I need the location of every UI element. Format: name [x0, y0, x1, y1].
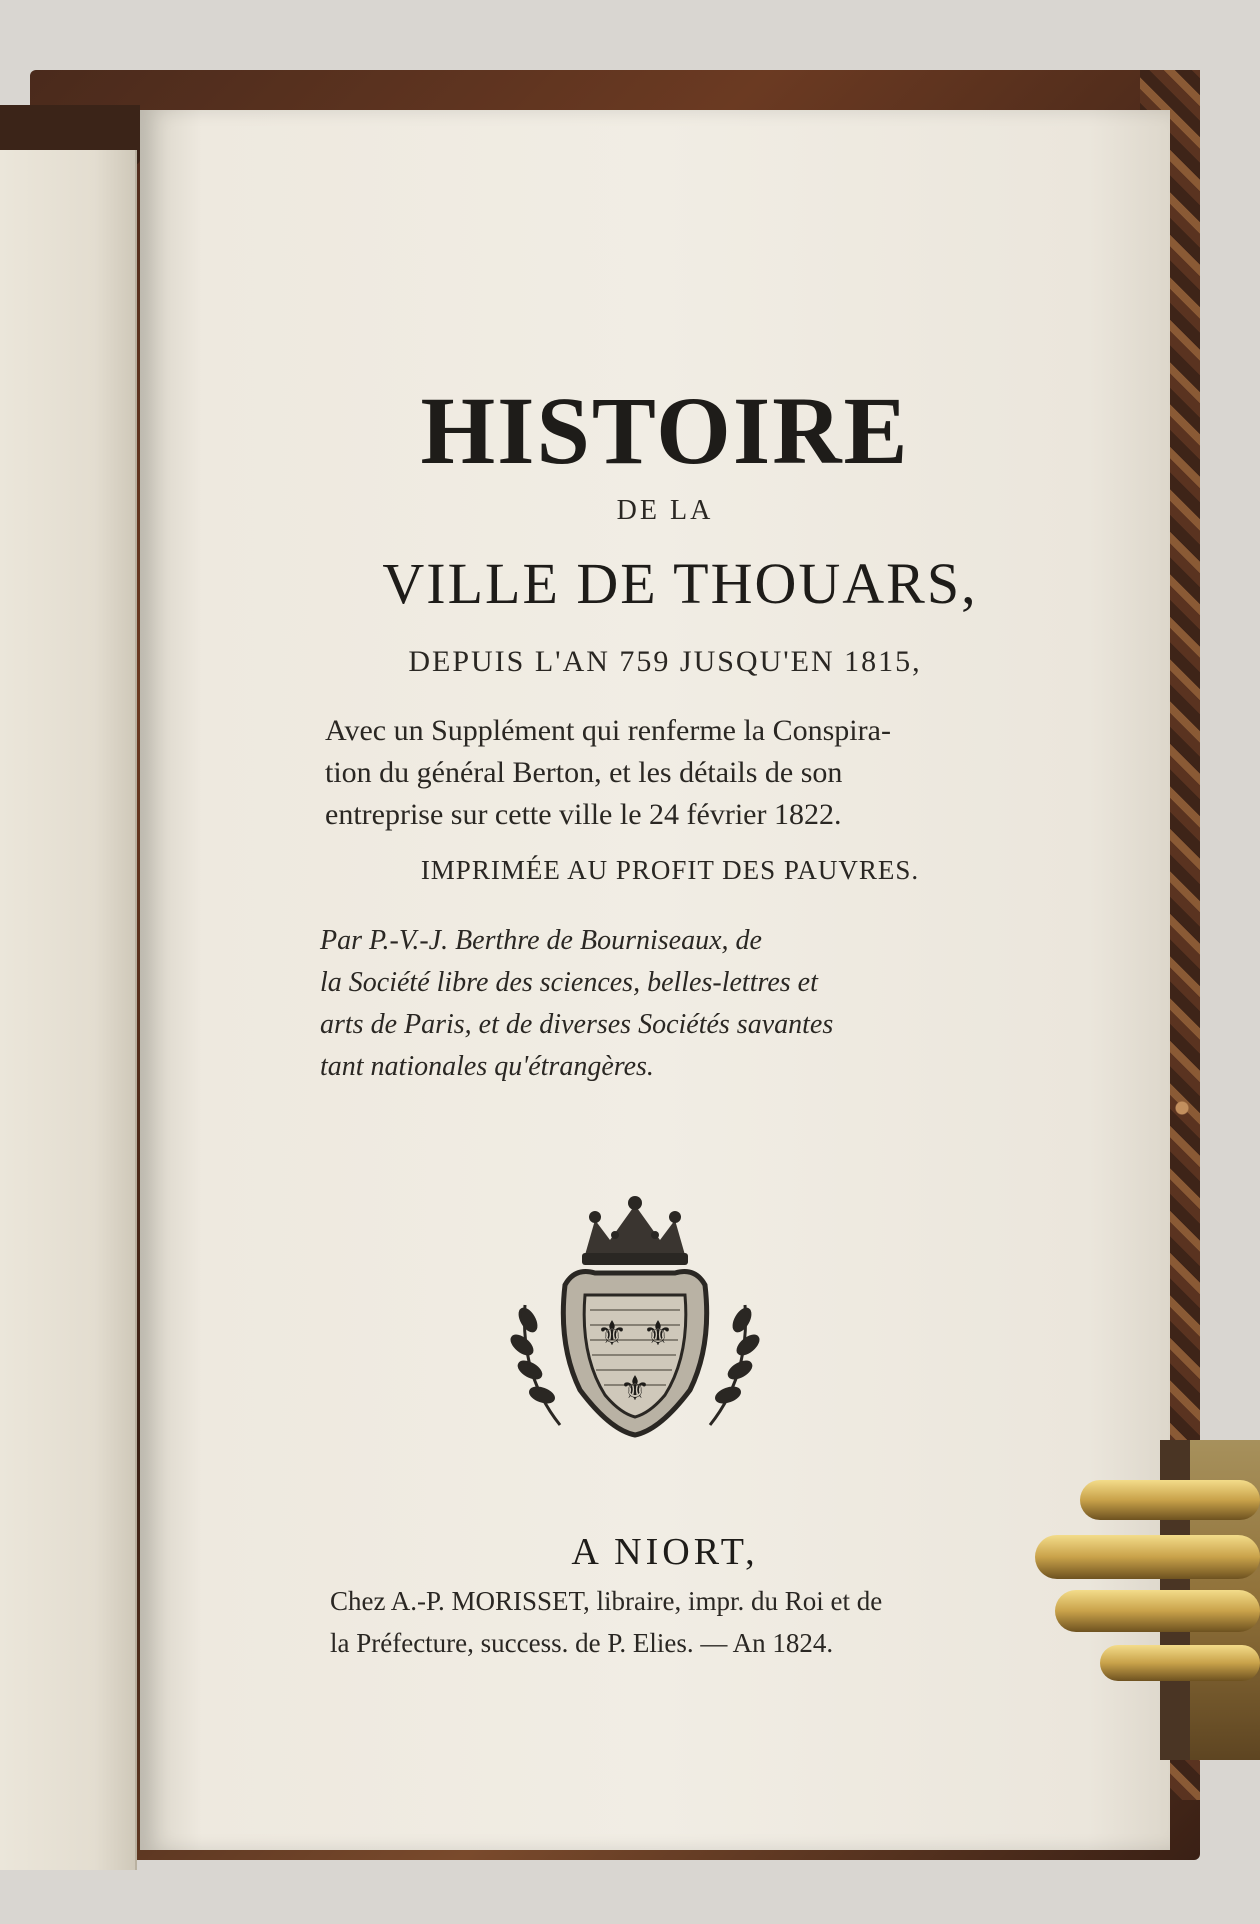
date-range: DEPUIS L'AN 759 JUSQU'EN 1815,: [408, 645, 922, 678]
svg-text:⚜: ⚜: [596, 1314, 628, 1354]
subtitle: VILLE DE THOUARS,: [382, 551, 978, 616]
supplement-line: entreprise sur cette ville le 24 février 1822.: [325, 798, 842, 831]
publisher-line: Chez A.-P. MORISSET, libraire, impr. du Roi et de: [330, 1586, 883, 1616]
svg-text:⚜: ⚜: [642, 1314, 674, 1354]
supplement-text: [325, 710, 975, 836]
brass-hand-bookend-icon: [1030, 1440, 1260, 1760]
title-connector: DE LA: [616, 495, 714, 526]
place-of-publication: A NIORT,: [571, 1531, 759, 1573]
royal-arms-icon: [500, 1195, 770, 1445]
svg-text:⚜: ⚜: [619, 1369, 651, 1409]
publisher-line: la Préfecture, success. de P. Elies. — An 1824.: [330, 1628, 834, 1658]
author-line: la Société libre des sciences, belles-lettres et: [320, 967, 818, 998]
publisher-block: [330, 1580, 1010, 1664]
author-line: Par P.-V.-J. Berthre de Bourniseaux, de: [320, 925, 762, 956]
author-line: arts de Paris, et de diverses Sociétés savantes: [320, 1009, 834, 1040]
left-page: [0, 150, 137, 1870]
author-block: [320, 920, 1000, 1088]
imprint-note: IMPRIMÉE AU PROFIT DES PAUVRES.: [420, 855, 920, 885]
supplement-line: tion du général Berton, et les détails de son: [325, 756, 843, 789]
page-title: HISTOIRE: [420, 377, 910, 484]
author-line: tant nationales qu'étrangères.: [320, 1051, 654, 1082]
title-page: [140, 110, 1170, 1850]
supplement-line: Avec un Supplément qui renferme la Conspira-: [325, 714, 891, 747]
